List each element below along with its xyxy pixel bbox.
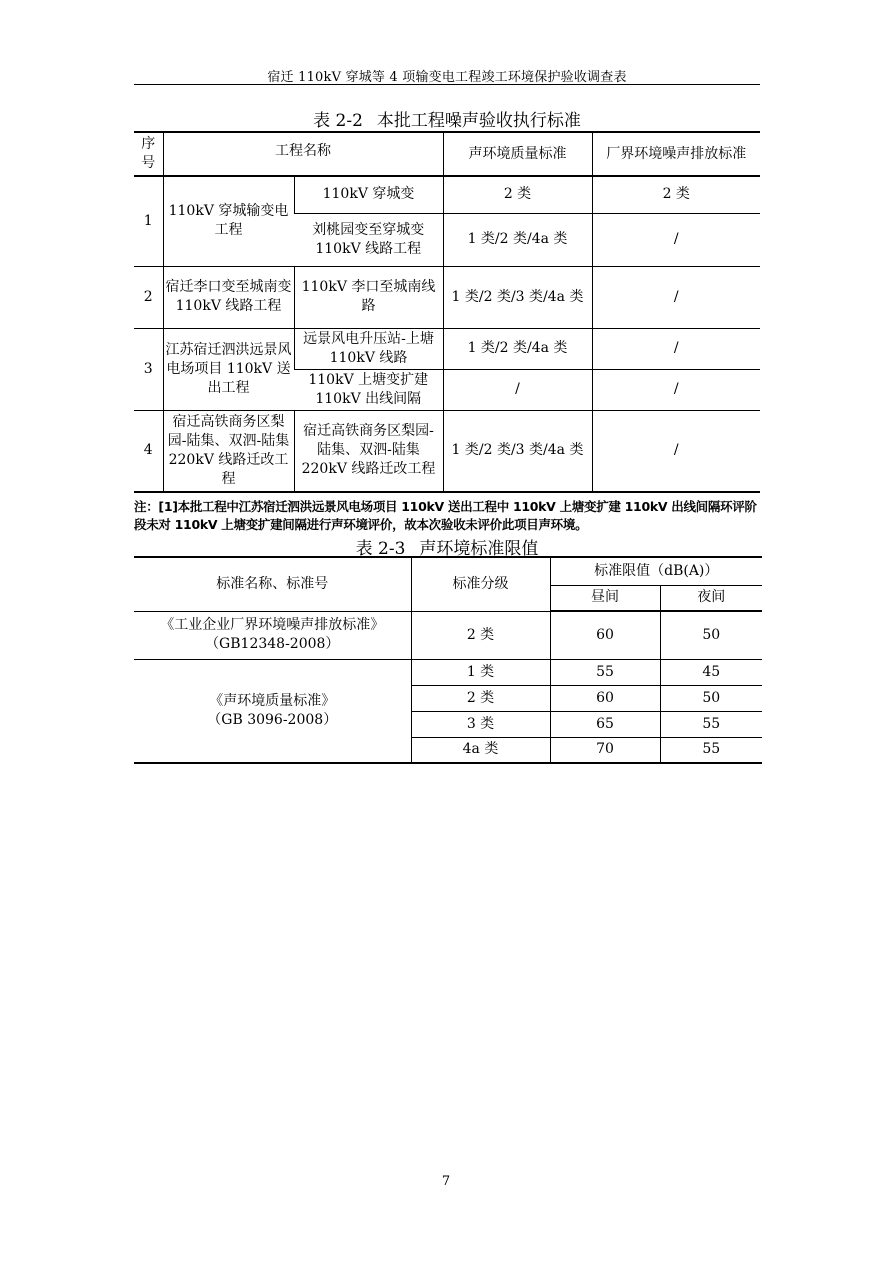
standard-title: 《声环境质量标准》 [209, 692, 336, 709]
boundary-value: / [592, 328, 760, 369]
night-value: 55 [660, 711, 762, 737]
sub-project: 宿迁高铁商务区梨园-陆集、双泗-陆集 220kV 线路迁改工程 [294, 410, 443, 492]
quality-value: / [443, 369, 592, 410]
night-value: 55 [660, 737, 762, 763]
night-value: 50 [660, 611, 762, 659]
table-2-2-caption-text: 本批工程噪声验收执行标准 [376, 111, 581, 131]
grade-value: 3 类 [411, 711, 550, 737]
table-note: 注：[1]本批工程中江苏宿迁泗洪远景风电场项目 110kV 送出工程中 110kV 上塘变扩建 110kV 出线间隔环评阶段未对 110kV 上塘变扩建间隔进行声环境评价，故本次验收未评价此项目声环境。 [134, 499, 757, 532]
quality-value: 1 类/2 类/3 类/4a 类 [443, 410, 592, 492]
sub-project: 110kV 上塘变扩建 110kV 出线间隔 [294, 369, 443, 410]
header-project-name: 工程名称 [163, 132, 443, 176]
sub-project: 远景风电升压站-上塘 110kV 线路 [294, 328, 443, 369]
page-number: 7 [441, 1174, 451, 1189]
standard-name [134, 611, 411, 659]
quality-value: 1 类/2 类/4a 类 [443, 213, 592, 266]
table-2-2-caption-number: 表 2-2 [313, 111, 363, 131]
day-value: 60 [550, 685, 660, 711]
table-2-2-caption [134, 106, 760, 131]
row-seq: 1 [134, 176, 163, 266]
standard-code: （GB 3096-2008） [207, 711, 338, 728]
boundary-value: 2 类 [592, 176, 760, 213]
boundary-value: / [592, 410, 760, 492]
sub-project: 刘桃园变至穿城变 110kV 线路工程 [294, 213, 443, 266]
boundary-value: / [592, 369, 760, 410]
table-2-3-caption-text: 声环境标准限值 [419, 539, 539, 559]
boundary-value: / [592, 213, 760, 266]
quality-value: 2 类 [443, 176, 592, 213]
project-name: 宿迁高铁商务区梨园-陆集、双泗-陆集 220kV 线路迁改工程 [163, 410, 294, 492]
table-row [134, 328, 760, 369]
grade-value: 4a 类 [411, 737, 550, 763]
table-row [134, 266, 760, 328]
row-seq: 4 [134, 410, 163, 492]
standard-name [134, 659, 411, 763]
header-seq: 序号 [134, 132, 163, 176]
day-value: 70 [550, 737, 660, 763]
project-name: 110kV 穿城输变电工程 [163, 176, 294, 266]
standard-title: 《工业企业厂界环境噪声排放标准》 [160, 617, 385, 633]
grade-value: 1 类 [411, 659, 550, 685]
boundary-value: / [592, 266, 760, 328]
night-value: 45 [660, 659, 762, 685]
document-header: 宿迁 110kV 穿城等 4 项输变电工程竣工环境保护验收调查表 [267, 70, 627, 85]
header-boundary-standard: 厂界环境噪声排放标准 [592, 132, 760, 176]
table-row [134, 410, 760, 492]
table-row [134, 611, 762, 659]
header-night: 夜间 [660, 585, 762, 611]
header-standard-name: 标准名称、标准号 [216, 575, 329, 592]
noise-limit-table [134, 556, 762, 764]
night-value: 50 [660, 685, 762, 711]
day-value: 60 [550, 611, 660, 659]
table-row [134, 659, 762, 685]
day-value: 55 [550, 659, 660, 685]
sub-project: 110kV 穿城变 [294, 176, 443, 213]
quality-value: 1 类/2 类/4a 类 [443, 328, 592, 369]
header-quality-standard: 声环境质量标准 [443, 132, 592, 176]
row-seq: 2 [134, 266, 163, 328]
noise-standard-table [134, 131, 760, 493]
header-limit: 标准限值（dB(A)） [550, 557, 762, 585]
day-value: 65 [550, 711, 660, 737]
header-grade: 标准分级 [411, 557, 550, 611]
project-name: 江苏宿迁泗洪远景风电场项目 110kV 送出工程 [163, 328, 294, 410]
table-2-3-caption-number: 表 2-3 [355, 539, 406, 559]
header-day: 昼间 [550, 585, 660, 611]
quality-value: 1 类/2 类/3 类/4a 类 [443, 266, 592, 328]
grade-value: 2 类 [411, 611, 550, 659]
grade-value: 2 类 [411, 685, 550, 711]
row-seq: 3 [134, 328, 163, 410]
table-row [134, 176, 760, 213]
standard-code: （GB12348-2008） [205, 636, 340, 652]
sub-project: 110kV 李口至城南线路 [294, 266, 443, 328]
header-rule [134, 84, 760, 85]
project-name: 宿迁李口变至城南变 110kV 线路工程 [163, 266, 294, 328]
